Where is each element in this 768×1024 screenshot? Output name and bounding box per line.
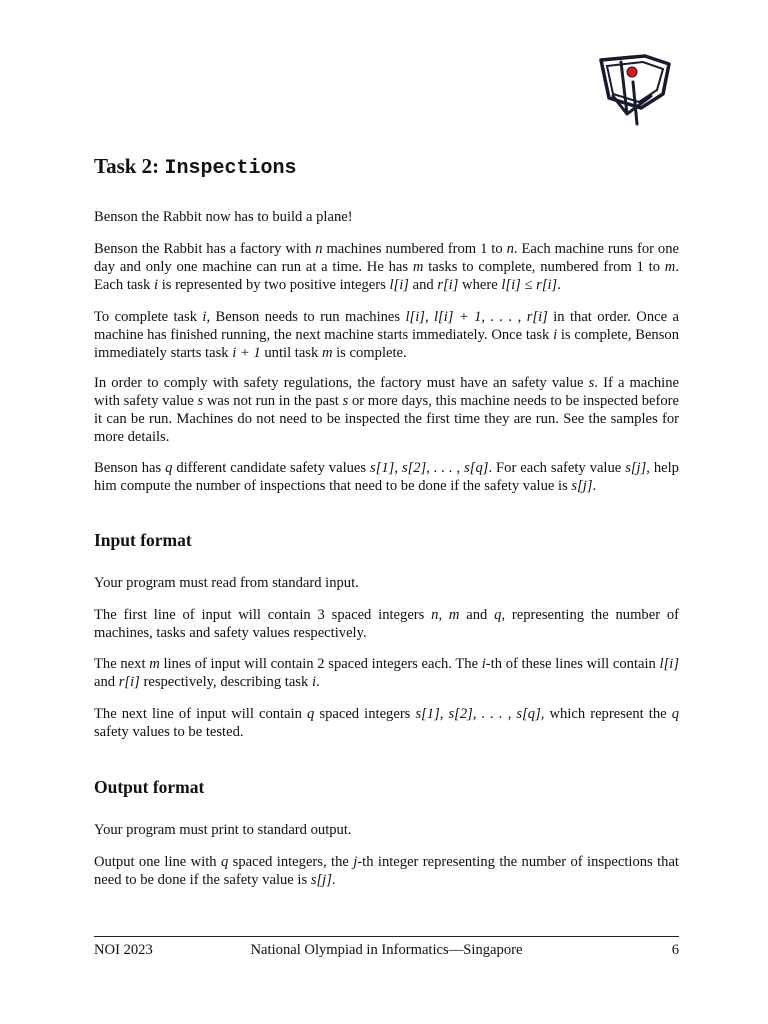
- statement-paragraph-4: [94, 374, 679, 446]
- paragraph-text: Benson the Rabbit has a factory with: [94, 241, 316, 257]
- statement-paragraph-2: [94, 240, 679, 294]
- input-paragraph-4: [94, 705, 679, 741]
- paragraph-text: is complete, Benson immediately starts task: [94, 327, 679, 361]
- math-expression: l[i]: [389, 277, 409, 293]
- math-expression: n: [315, 241, 323, 257]
- math-expression: r[i]: [118, 674, 140, 690]
- input-paragraph-3: [94, 655, 679, 691]
- task-title: [94, 154, 296, 180]
- noi-logo-icon: [593, 52, 679, 126]
- math-expression: s[j]: [310, 872, 332, 888]
- paragraph-text: The next line of input will contain: [94, 706, 308, 722]
- paragraph-text: . If a machine with safety value: [94, 375, 679, 409]
- footer-olympiad: National Olympiad in Informatics—Singapore: [250, 942, 523, 958]
- math-expression: s: [342, 393, 349, 409]
- paragraph-text: is represented by two positive integers: [158, 277, 390, 293]
- math-expression: m: [149, 656, 160, 672]
- footer-contest: NOI 2023: [94, 942, 153, 958]
- statement-paragraph-5: [94, 459, 679, 495]
- paragraph-text: lines of input will contain 2 spaced integers each. The: [159, 656, 482, 672]
- paragraph-text: The first line of input will contain 3 spaced integers: [94, 607, 432, 623]
- math-expression: i: [202, 309, 207, 325]
- math-expression: s[1], s[2], . . . , s[q]: [370, 460, 489, 476]
- math-expression: m: [321, 345, 333, 361]
- paragraph-text: -th integer representing the number of inspections that need to be done if the safety value is: [94, 854, 679, 888]
- math-expression: q: [221, 854, 229, 870]
- paragraph-text: .: [331, 872, 336, 888]
- paragraph-text: and: [408, 277, 438, 293]
- paragraph-text: in that order. Once a machine has finished running, the next machine starts immediately. Once task: [94, 309, 679, 343]
- paragraph-text: is complete.: [332, 345, 407, 361]
- paragraph-text: Benson has: [94, 460, 166, 476]
- paragraph-text: . For each safety value: [488, 460, 626, 476]
- output-paragraph-1: Your program must print to standard output.: [94, 822, 352, 838]
- paragraph-text: In order to comply with safety regulations, the factory must have an safety value: [94, 375, 589, 391]
- input-format-heading: Input format: [94, 530, 192, 550]
- paragraph-text: ,: [438, 607, 449, 623]
- math-expression: l[i]: [659, 656, 679, 672]
- task-title-prefix: Task 2:: [94, 154, 165, 178]
- paragraph-text: -th of these lines will contain: [485, 656, 660, 672]
- math-expression: q: [307, 706, 315, 722]
- math-expression: s[j]: [625, 460, 647, 476]
- paragraph-text: machines numbered from 1 to: [322, 241, 507, 257]
- math-expression: s: [197, 393, 204, 409]
- input-paragraph-1: Your program must read from standard input.: [94, 575, 359, 591]
- paragraph-text: . Each task: [94, 259, 679, 293]
- math-expression: m: [448, 607, 460, 623]
- input-paragraph-2: [94, 606, 679, 642]
- math-expression: i: [553, 327, 558, 343]
- paragraph-text: respectively, describing task: [139, 674, 312, 690]
- paragraph-text: , representing the number of machines, tasks and safety values respectively.: [94, 607, 680, 641]
- paragraph-text: spaced integers, the: [228, 854, 354, 870]
- statement-paragraph-3: [94, 308, 679, 362]
- math-expression: j: [353, 854, 358, 870]
- paragraph-text: tasks to complete, numbered from 1 to: [423, 259, 665, 275]
- math-expression: n: [506, 241, 514, 257]
- paragraph-text: , Benson needs to run machines: [206, 309, 406, 325]
- math-expression: i + 1: [232, 345, 261, 361]
- paragraph-text: where: [458, 277, 502, 293]
- math-expression: m: [664, 259, 676, 275]
- math-expression: s[1], s[2], . . . , s[q]: [415, 706, 541, 722]
- math-expression: i: [153, 277, 159, 293]
- math-expression: q: [671, 706, 679, 722]
- paragraph-text: , which represent the: [540, 706, 672, 722]
- paragraph-text: Output one line with: [94, 854, 221, 870]
- math-expression: q: [165, 460, 173, 476]
- paragraph-text: .: [316, 674, 320, 690]
- paragraph-text: , help him compute the number of inspections that need to be done if the safety value is: [94, 460, 679, 494]
- math-expression: l[i] ≤ r[i]: [501, 277, 558, 293]
- paragraph-text: was not run in the past: [203, 393, 343, 409]
- page-footer: [94, 942, 679, 962]
- output-format-heading: Output format: [94, 777, 205, 797]
- math-expression: s: [588, 375, 595, 391]
- math-expression: i: [481, 656, 486, 672]
- math-expression: m: [412, 259, 424, 275]
- output-paragraph-2: [94, 853, 679, 889]
- paragraph-text: safety values to be tested.: [94, 724, 244, 740]
- paragraph-text: and: [459, 607, 495, 623]
- paragraph-text: . Each machine runs for one day and only one machine can run at a time. He has: [94, 241, 680, 275]
- footer-page-number: 6: [671, 942, 679, 958]
- math-expression: r[i]: [437, 277, 459, 293]
- paragraph-text: until task: [260, 345, 322, 361]
- paragraph-text: spaced integers: [314, 706, 416, 722]
- footer-rule: [94, 936, 679, 937]
- paragraph-text: The next: [94, 656, 150, 672]
- paragraph-text: and: [94, 674, 119, 690]
- math-expression: n: [431, 607, 439, 623]
- paragraph-text: different candidate safety values: [172, 460, 371, 476]
- math-expression: i: [311, 674, 316, 690]
- paragraph-text: To complete task: [94, 309, 203, 325]
- paragraph-text: .: [557, 277, 561, 293]
- math-expression: l[i], l[i] + 1, . . . , r[i]: [405, 309, 548, 325]
- math-expression: q: [494, 607, 502, 623]
- task-title-name: Inspections: [164, 157, 297, 180]
- paragraph-text: or more days, this machine needs to be inspected before it can be run. Machines do not need to be inspected the first time they are run. See the samples for more details.: [94, 393, 680, 445]
- paragraph-text: .: [592, 478, 597, 494]
- statement-paragraph-1: Benson the Rabbit now has to build a plane!: [94, 209, 353, 225]
- math-expression: s[j]: [571, 478, 593, 494]
